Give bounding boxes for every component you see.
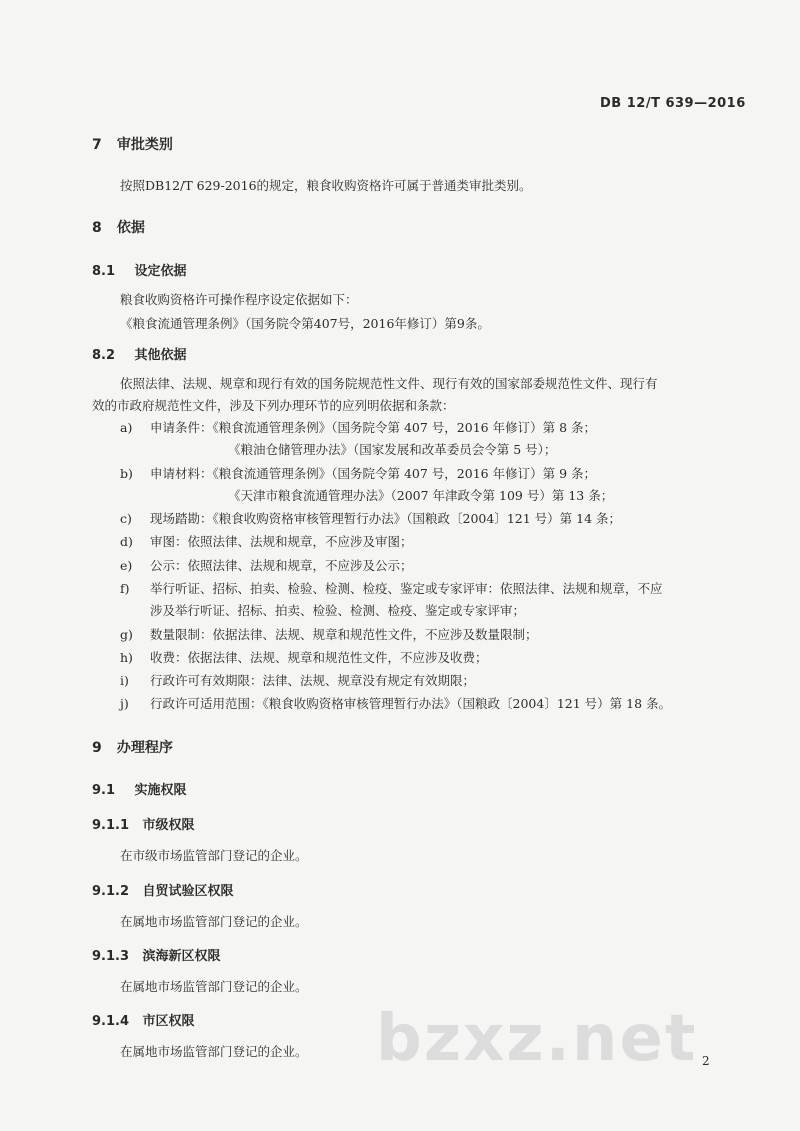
section-number: 9.1.1 [92,818,130,833]
list-item [120,648,488,666]
section-8-2-heading [92,344,187,363]
section-9-1-2-text: 在属地市场监管部门登记的企业。 [120,914,308,929]
standard-code: DB 12/T 639—2016 [600,96,746,111]
section-9-1-3-heading [92,945,221,964]
section-title: 设定依据 [134,264,187,279]
list-item [120,579,663,597]
section-number: 7 [92,137,102,153]
section-9-1-4-heading [92,1010,195,1029]
section-8-1-line-1: 粮食收购资格许可操作程序设定依据如下： [120,292,358,307]
list-item-text: 行政许可有效期限：法律、法规、规章没有规定有效期限； [150,673,476,688]
list-item-text: 举行听证、招标、拍卖、检验、检测、检疫、鉴定或专家评审：依照法律、法规和规章，不应 [150,581,663,596]
list-item [120,671,475,689]
list-item-continuation [120,440,556,458]
section-9-1-2-heading [92,880,234,899]
list-item [120,532,413,550]
section-8-1-heading [92,260,187,279]
section-number: 9.1.3 [92,949,130,964]
list-marker: e) [120,558,133,573]
list-item [120,694,671,712]
section-number: 9.1.4 [92,1014,130,1029]
list-marker: f) [120,581,130,596]
section-9-1-4-text: 在属地市场监管部门登记的企业。 [120,1044,308,1059]
list-item-text: 收费：依据法律、法规、规章和规范性文件，不应涉及收费； [150,650,488,665]
list-item-continuation [120,601,525,619]
list-marker: d) [120,534,133,549]
list-item [120,509,621,527]
section-8-2-intro-line-2: 效的市政府规范性文件，涉及下列办理环节的应列明依据和条款： [92,398,455,413]
section-title: 办理程序 [116,740,173,756]
section-9-1-heading [92,779,187,798]
section-title: 自贸试验区权限 [142,884,234,899]
section-8-heading [92,217,145,237]
list-item-text: 《天津市粮食流通管理办法》（2007 年津政令第 109 号）第 13 条； [228,488,614,503]
section-title: 依据 [116,220,145,236]
list-marker: a) [120,420,133,435]
list-marker: g) [120,627,133,642]
list-item-text: 数量限制：依据法律、法规、规章和规范性文件，不应涉及数量限制； [150,627,538,642]
watermark: bzxz.net [376,1002,698,1076]
section-number: 8.1 [92,264,116,279]
section-title: 审批类别 [116,137,173,153]
section-9-1-3-text: 在属地市场监管部门登记的企业。 [120,979,308,994]
list-marker: c) [120,511,132,526]
list-item-text: 申请条件：《粮食流通管理条例》（国务院令第 407 号，2016 年修订）第 8 条； [150,420,596,435]
section-9-heading [92,737,173,757]
list-item [120,556,413,574]
section-title: 市区权限 [142,1014,195,1029]
list-item-text: 涉及举行听证、招标、拍卖、检验、检测、检疫、鉴定或专家评审； [150,603,526,618]
section-8-2-intro-line-1: 依照法律、法规、规章和现行有效的国务院规范性文件、现行有效的国家部委规范性文件、现行有 [120,376,658,391]
page-number: 2 [702,1054,710,1068]
list-marker: b) [120,466,133,481]
section-8-1-line-2: 《粮食流通管理条例》（国务院令第407号，2016年修订）第9条。 [120,316,490,331]
section-title: 市级权限 [142,818,195,833]
list-item-text: 行政许可适用范围：《粮食收购资格审核管理暂行办法》（国粮政〔2004〕121 号）第 18 条。 [150,696,671,711]
section-number: 8 [92,220,102,236]
list-item-text: 申请材料：《粮食流通管理条例》（国务院令第 407 号，2016 年修订）第 9 条； [150,466,596,481]
list-item-text: 《粮油仓储管理办法》（国家发展和改革委员会令第 5 号）； [228,442,557,457]
list-marker: j) [120,696,129,711]
section-9-1-1-text: 在市级市场监管部门登记的企业。 [120,848,308,863]
section-7-heading [92,134,173,154]
section-number: 8.2 [92,348,116,363]
list-marker: h) [120,650,133,665]
section-9-1-1-heading [92,814,195,833]
section-title: 实施权限 [134,783,187,798]
list-item-text: 审图：依照法律、法规和规章，不应涉及审图； [150,534,413,549]
list-item [120,625,538,643]
section-7-text: 按照DB12/T 629-2016的规定，粮食收购资格许可属于普通类审批类别。 [120,178,532,193]
list-item-text: 公示：依照法律、法规和规章，不应涉及公示； [150,558,413,573]
section-number: 9.1.2 [92,884,130,899]
list-item [120,464,596,482]
section-number: 9 [92,740,102,756]
section-title: 滨海新区权限 [142,949,221,964]
section-title: 其他依据 [134,348,187,363]
list-marker: i) [120,673,129,688]
section-number: 9.1 [92,783,116,798]
list-item-continuation [120,486,613,504]
list-item [120,418,596,436]
list-item-text: 现场踏勘：《粮食收购资格审核管理暂行办法》（国粮政〔2004〕121 号）第 14 条； [150,511,621,526]
